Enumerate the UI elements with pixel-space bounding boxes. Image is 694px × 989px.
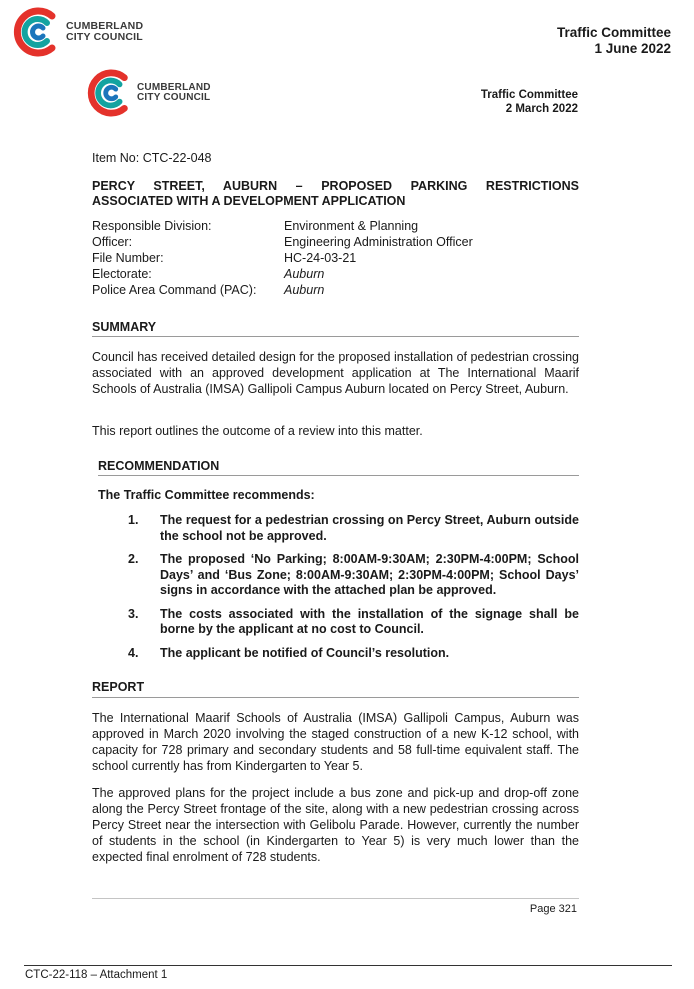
page-number: Page 321 xyxy=(529,903,577,915)
inner-header-info xyxy=(481,89,578,117)
meta-label: Electorate: xyxy=(92,267,152,281)
recommendation-item xyxy=(128,607,579,638)
title-line-2: ASSOCIATED WITH A DEVELOPMENT APPLICATION xyxy=(92,194,406,208)
item-number: Item No: CTC-22-048 xyxy=(92,151,212,165)
outer-logo-line1: CUMBERLAND xyxy=(66,19,144,32)
title-line-1: PERCY STREET, AUBURN – PROPOSED PARKING RESTRICTIONS xyxy=(92,179,579,193)
outer-council-logo xyxy=(12,6,143,58)
page-footer-divider xyxy=(92,898,579,899)
report-paragraph-2: The approved plans for the project include a bus zone and pick-up and drop-off zone along the Percy Street frontage of the site, along with a new pedestrian crossing across Percy Street near the intersection with Gelibolu Parade. However, currently the number of students in the school (in Kindergarten to Year 5) is very much lower than the expected final enrolment of 728 students. xyxy=(92,786,579,864)
report-meta xyxy=(92,218,579,298)
recommendation-text: The proposed ‘No Parking; 8:00AM-9:30AM; 2:30PM-4:00PM; School Days’ and ‘Bus Zone; 8:00AM-9:30AM; 2:30PM-4:00PM; School Days’ signs in accordance with the attached plan be approved. xyxy=(160,552,579,597)
meta-label: Officer: xyxy=(92,235,133,249)
recommendation-number: 2. xyxy=(128,552,139,566)
summary-heading: SUMMARY xyxy=(92,320,157,334)
meta-value: Auburn xyxy=(284,283,325,297)
recommendation-text: The costs associated with the installation of the signage shall be borne by the applicant at no cost to Council. xyxy=(160,606,579,636)
recommendation-divider xyxy=(98,475,579,476)
meta-row-pac xyxy=(92,282,579,298)
council-logo-icon xyxy=(86,68,134,118)
recommendation-intro: The Traffic Committee recommends: xyxy=(98,488,315,502)
recommendation-item xyxy=(128,513,579,544)
report-paragraph-1: The International Maarif Schools of Australia (IMSA) Gallipoli Campus, Auburn was approved in March 2020 involving the staged construction of a new K-12 school, with capacity for 728 primary and secondary students and 58 full-time equivalent staff. The school currently has from Kindergarten to Year 5. xyxy=(92,711,579,773)
outer-header-info xyxy=(557,25,671,57)
recommendation-number: 3. xyxy=(128,606,139,621)
attachment-footer: CTC-22-118 – Attachment 1 xyxy=(25,969,168,981)
inner-committee-date: 2 March 2022 xyxy=(505,102,578,115)
recommendation-number: 1. xyxy=(128,513,139,527)
recommendation-list xyxy=(128,513,579,661)
meta-value: Auburn xyxy=(284,267,325,281)
outer-committee-date: 1 June 2022 xyxy=(594,41,671,57)
meta-value: Engineering Administration Officer xyxy=(284,235,473,249)
meta-label: Police Area Command (PAC): xyxy=(92,283,257,297)
recommendation-number: 4. xyxy=(128,645,139,660)
report-title xyxy=(92,179,579,209)
summary-paragraph-1: Council has received detailed design for the proposed installation of pedestrian crossing associated with an approved development application at The International Maarif Schools of Australia (IMSA) Gallipoli Campus Auburn located on Percy Street, Auburn. xyxy=(92,350,579,396)
outer-logo-line2: CITY COUNCIL xyxy=(66,31,143,43)
inner-council-logo xyxy=(86,68,211,118)
meta-value: Environment & Planning xyxy=(284,219,419,233)
recommendation-text: The applicant be notified of Council’s resolution. xyxy=(160,645,450,660)
inner-logo-line1: CUMBERLAND xyxy=(137,81,211,93)
meta-row-file-number xyxy=(92,250,579,266)
meta-row-division xyxy=(92,218,579,234)
meta-label: File Number: xyxy=(92,251,164,265)
council-logo-icon xyxy=(12,6,62,58)
inner-logo-line2: CITY COUNCIL xyxy=(137,92,211,103)
outer-committee-name: Traffic Committee xyxy=(556,25,671,40)
summary-divider xyxy=(92,336,579,337)
report-divider xyxy=(92,697,579,698)
summary-paragraph-2: This report outlines the outcome of a review into this matter. xyxy=(92,424,423,438)
attachment-footer-divider xyxy=(24,965,672,966)
recommendation-text: The request for a pedestrian crossing on Percy Street, Auburn outside the school not be approved. xyxy=(160,513,579,543)
recommendation-item xyxy=(128,646,579,662)
recommendation-heading: RECOMMENDATION xyxy=(98,459,220,473)
meta-row-officer xyxy=(92,234,579,250)
meta-label: Responsible Division: xyxy=(92,219,212,233)
report-heading: REPORT xyxy=(92,680,145,694)
recommendation-item xyxy=(128,552,579,599)
meta-row-electorate xyxy=(92,266,579,282)
meta-value: HC-24-03-21 xyxy=(284,251,357,265)
inner-committee-name: Traffic Committee xyxy=(480,89,578,101)
